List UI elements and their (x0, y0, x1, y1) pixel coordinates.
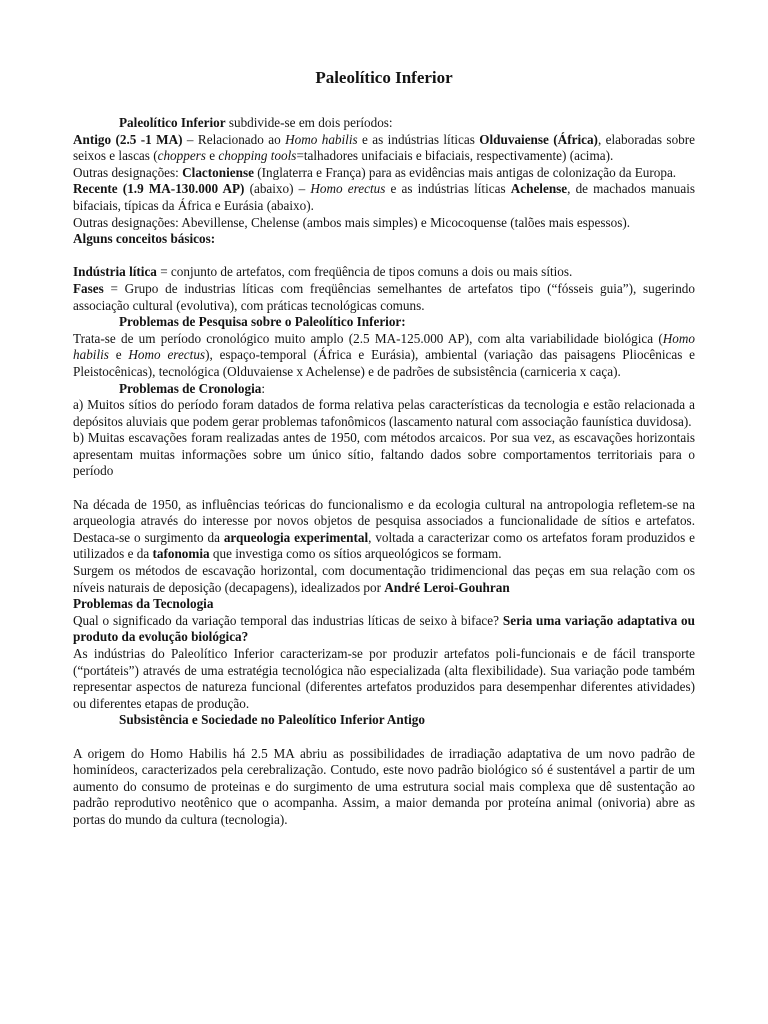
text-span: subdivide-se em dois períodos: (225, 115, 393, 130)
text-span: (Inglaterra e França) para as evidências mais antigas de colonização da Europa. (253, 164, 677, 180)
paragraph-escavacao (73, 563, 695, 596)
italic-term: Homo habilis (73, 330, 695, 363)
bold-term: Paleolítico Inferior (119, 115, 226, 130)
text-span: : (261, 380, 266, 396)
bold-term: Antigo (2.5 -1 MA) (73, 131, 183, 147)
bold-term: arqueologia experimental (223, 529, 369, 545)
bold-term: Clactoniense (182, 164, 254, 180)
bold-term: Olduvaiense (África) (479, 131, 598, 147)
section-heading-subsistencia: Subsistência e Sociedade no Paleolítico Inferior Antigo (119, 712, 425, 728)
text-span: Qual o significado da variação temporal das industrias líticas de seixo à biface? (73, 612, 503, 628)
text-span: = Grupo de industrias líticas com freqüências semelhantes de artefatos tipo (“fósseis guia”), sugerindo associação cultural (evolutiva), com práticas tecnológicas comuns. (73, 280, 695, 313)
text-span: , de machados manuais bifaciais, típicas da África e Eurásia (abaixo). (73, 181, 695, 213)
text-span: ), espaço-temporal (África e Eurásia), ambiental (variação das paisagens Pliocênicas e Pleistocênicas), tecnológica (Olduvaiense x Achelense) e de padrões de subsistência (carniceria x caça). (73, 347, 696, 379)
text-span: e as indústrias líticas (357, 131, 480, 147)
paragraph-industrias: As indústrias do Paleolítico Inferior caracterizam-se por produzir artefatos poli-funcionais e de fácil transporte (“portáteis”) através de uma estratégia tecnológica não especializada (alta flexibilidade). Sua variação pode também representar aspectos de natureza funcional (diferentes artefatos produzidos para desempenhar diferentes atividades) ou diferentes etapas de produção. (73, 646, 695, 711)
paragraph-decada-1950 (73, 497, 695, 563)
text-span: Trata-se de um período cronológico muito amplo (2.5 MA-125.000 AP), com alta variabilidade biológica ( (73, 330, 663, 346)
text-span: , voltada a caracterizar como os artefatos foram produzidos e utilizados e da (73, 529, 695, 562)
italic-term: chopping tools (218, 148, 297, 164)
italic-term: Homo erectus (128, 347, 206, 363)
section-heading-pesquisa: Problemas de Pesquisa sobre o Paleolítico Inferior: (119, 314, 406, 330)
blank-line (73, 729, 695, 746)
text-span: Na década de 1950, as influências teóricas do funcionalismo e da ecologia cultural na antropologia refletem-se na arqueologia através do interesse por novos objetos de pesquisa associados a funcionalidade de sítios e artefatos. Destaca-se o surgimento da (73, 496, 695, 545)
paragraph-item-b: b) Muitas escavações foram realizadas antes de 1950, com métodos arcaicos. Por sua vez, as escavações horizontais apresentam muitas informações sobre um único sítio, faltando dados sobre comportamentos territoriais para o período (73, 430, 695, 479)
italic-term: Homo habilis (285, 131, 358, 147)
bold-term: Problemas de Cronologia (119, 380, 262, 396)
bold-term: André Leroi-Gouhran (384, 579, 510, 595)
text-span: e (205, 148, 219, 164)
paragraph-antigo (73, 132, 695, 165)
text-span: = conjunto de artefatos, com freqüência de tipos comuns a dois ou mais sítios. (156, 264, 573, 280)
blank-line (73, 480, 695, 497)
paragraph-origem: A origem do Homo Habilis há 2.5 MA abriu as possibilidades de irradiação adaptativa de um novo padrão de hominídeos, caracterizados pela cerebralização. Contudo, este novo padrão biológico só é sustentável a partir de um aumento do consumo de proteinas e do surgimento de uma estrutura social mais complexa que dê sustentação ao padrão reprodutivo neotênico que o acompanha. Assim, a maior demanda por proteína animal (onivoria) abre as portas do mundo da cultura (tecnologia). (73, 745, 695, 827)
section-heading-cronologia (73, 381, 695, 398)
bold-term: Seria uma variação adaptativa ou produto da evolução biológica? (73, 612, 695, 645)
paragraph-pergunta (73, 613, 695, 646)
bold-term: tafonomia (152, 546, 210, 562)
text-span: – Relacionado ao (182, 131, 286, 147)
paragraph-item-a: a) Muitos sítios do período foram datados de forma relativa pelas características da tecnologia e estão relacionada a depósitos aluviais que podem gerar problemas tafonômicos (lascamento natural com associação faunística duvidosa). (73, 397, 695, 429)
bold-term: Indústria lítica (73, 264, 157, 280)
text-span: Surgem os métodos de escavação horizontal, com documentação tridimencional das peças em sua relação com os níveis naturais de deposição (decapagens), idealizados por (73, 563, 695, 595)
bold-term: Fases (73, 280, 104, 296)
text-span: Outras designações: (73, 164, 183, 180)
intro-paragraph (73, 115, 695, 132)
paragraph-outras-2: Outras designações: Abevillense, Chelense (ambos mais simples) e Micocoquense (talões mais espessos). (73, 214, 631, 230)
text-span: , elaboradas sobre seixos e lascas ( (73, 131, 695, 164)
text-span: e as indústrias líticas (385, 181, 511, 197)
paragraph-outras-1 (73, 165, 695, 182)
text-span: que investiga como os sítios arqueológicos se formam. (209, 546, 502, 562)
section-heading-tecnologia: Problemas da Tecnologia (73, 596, 214, 612)
blank-line (73, 248, 695, 265)
text-span: (abaixo) – (244, 181, 311, 197)
text-span: =talhadores unifaciais e bifaciais, respectivamente) (acima). (296, 148, 614, 164)
paragraph-fases (73, 281, 695, 314)
text-span: e (108, 347, 129, 363)
section-heading-conceitos: Alguns conceitos básicos: (73, 231, 216, 247)
paragraph-industria (73, 264, 695, 281)
bold-term: Recente (1.9 MA-130.000 AP) (73, 181, 245, 197)
bold-term: Achelense (510, 181, 568, 197)
paragraph-periodo (73, 331, 695, 381)
italic-term: Homo erectus (310, 181, 386, 197)
page-title: Paleolítico Inferior (315, 68, 453, 87)
italic-term: choppers (157, 148, 206, 164)
paragraph-recente (73, 181, 695, 214)
